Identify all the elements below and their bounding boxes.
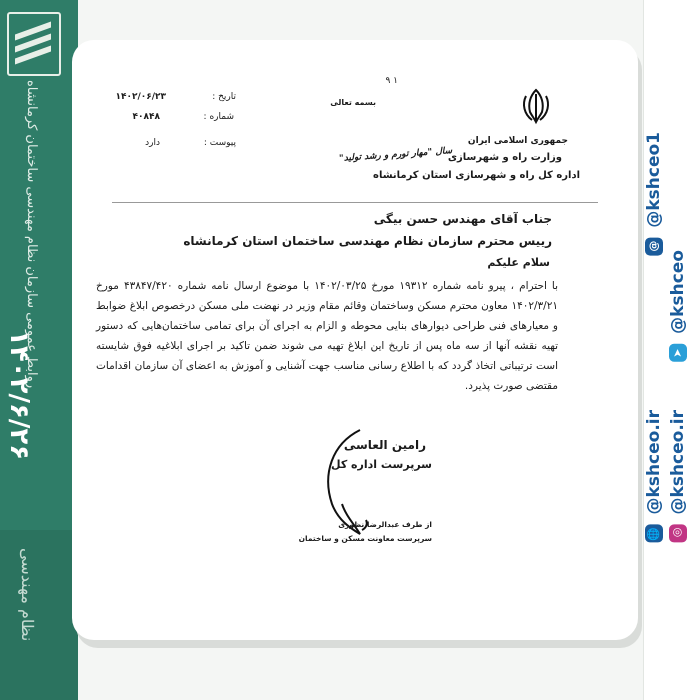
social-handle-text: @kshceo1 [644, 132, 664, 228]
sidebar-bottom-panel [0, 530, 78, 700]
recipient-name: جناب آقای مهندس حسن بیگی [373, 212, 552, 226]
social-handle-text: @kshceo [668, 250, 688, 334]
letter-document [72, 40, 638, 640]
post-date: ۱۴۰۲/۶/۲۶ [4, 330, 34, 461]
date-value: ۱۴۰۲/۰۶/۲۳ [115, 92, 166, 102]
org-line-3: اداره کل راه و شهرسازی استان کرمانشاه [373, 170, 580, 181]
copy-line-1: از طرف عبدالرضا نظوری [338, 520, 432, 529]
greeting: سلام علیکم [487, 256, 550, 269]
sidebar-vertical-text: روابط عمومی سازمان نظام مهندسی ساختمان کرمانشاه [24, 80, 39, 389]
recipient-title: رییس محترم سازمان نظام مهندسی ساختمان استان کرمانشاه [183, 234, 552, 248]
bismillah: بسمه تعالی [330, 98, 376, 107]
org-line-2: وزارت راه و شهرسازی [447, 152, 562, 163]
social-handle-4[interactable] [668, 410, 688, 546]
iran-emblem-icon [520, 86, 552, 126]
signer-title: سرپرست اداره کل [331, 458, 432, 471]
social-handle-text: @kshceo.ir [668, 410, 688, 515]
org-line-1: جمهوری اسلامی ایران [467, 136, 568, 146]
number-value: ۴۰۸۴۸ [132, 112, 160, 122]
social-handle-1[interactable] [644, 132, 664, 260]
copy-line-2: سرپرست معاونت مسکن و ساختمان [298, 534, 432, 543]
number-label: شماره : [203, 112, 234, 122]
signer-name: رامین العاسی [343, 438, 426, 452]
social-handle-2[interactable] [668, 250, 688, 366]
at-icon: @ [645, 238, 663, 256]
web-icon: 🌐 [645, 524, 663, 542]
telegram-icon: ➤ [669, 344, 687, 362]
header-number: ۱ ۹ [385, 76, 398, 86]
social-handle-text: @kshceo.ir [644, 410, 664, 515]
brand-logo-icon [7, 12, 61, 76]
year-slogan: سال "مهار تورم و رشد تولید" [338, 146, 453, 164]
header-divider [112, 202, 598, 203]
sidebar-calligraphy: نظام مهندسی [18, 548, 37, 642]
social-handle-3[interactable] [644, 410, 664, 546]
instagram-icon: ◎ [669, 524, 687, 542]
attachment-label: پیوست : [203, 138, 236, 148]
attachment-value: دارد [145, 138, 160, 148]
date-label: تاریخ : [212, 92, 236, 102]
letter-body: با احترام ، پیرو نامه شماره ۱۹۳۱۲ مورخ ۱۴۰۲/۰۳/۲۵ با موضوع ارسال نامه شماره ۴۳۸۴۷/۴۲۰ مورخ ۱۴۰۲/۳/۲۱ معاون محترم مسکن وساختمان وقائم مقام وزیر در نهضت ملی مسکن درخصوص ابلاغ ضوابط و معیارهای فنی طراحی دیوارهای بنایی محوطه و الزام به اجرای آن برای تمامی ساختمان‌هایی که دستور تهیه نقشه آنها از سه ماه پس از تاریخ این ابلاغ تهیه می شوند ضمن تاکید بر اجرای ابلاغیه فوق شایسته است ترتیباتی اتخاذ گردد که با اطلاع رسانی مناسب جهت آشنایی و آموزش به اعضای آن سازمان اقدامات مقتضی صورت پذیرد. [96, 280, 559, 392]
left-sidebar [0, 0, 78, 700]
